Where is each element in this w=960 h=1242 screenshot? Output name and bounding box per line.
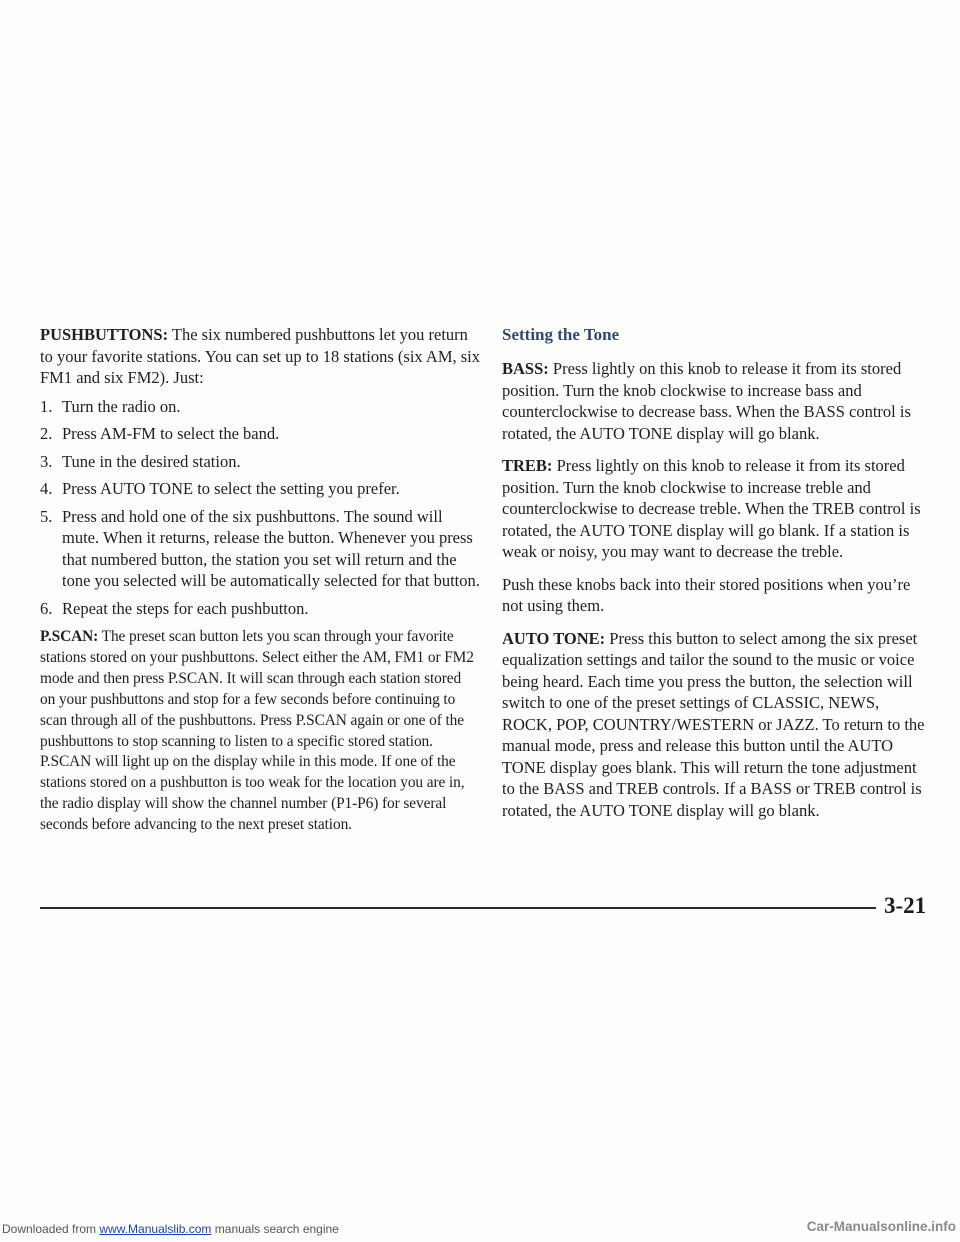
pscan-heading: P.SCAN: <box>40 628 99 645</box>
list-item <box>40 598 480 620</box>
step-text: Press and hold one of the six pushbuttons. The sound will mute. When it returns, release the button. Whenever you press that numbered button, the station you set will return and the tone you selected will be automatically selected for that button. <box>62 506 480 590</box>
step-text: Press AM-FM to select the band. <box>62 424 280 443</box>
step-number: 2. <box>40 424 53 443</box>
list-item <box>40 506 480 592</box>
page-number: 3-21 <box>884 893 927 918</box>
watermark-text: Car-Manualsonline.info <box>806 1219 956 1234</box>
auto-tone-paragraph <box>502 628 930 822</box>
step-number: 4. <box>40 479 53 498</box>
download-footer <box>2 1222 339 1236</box>
section-title: Setting the Tone <box>502 325 620 344</box>
right-column <box>502 324 930 832</box>
bass-text: Press lightly on this knob to release it from its stored position. Turn the knob clockwise to increase bass and counterclockwise to decrease bass. When the BASS control is rotated, the AUTO TONE display will go blank. <box>502 359 911 443</box>
page-divider <box>40 907 876 909</box>
steps-list <box>40 396 480 620</box>
manualslib-link[interactable]: www.Manualslib.com <box>99 1222 212 1236</box>
step-number: 1. <box>40 396 53 416</box>
bass-paragraph <box>502 358 930 444</box>
pushbuttons-text: The six numbered pushbuttons let you return to your favorite stations. You can set up to 18 stations (six AM, six FM1 and six FM2). Just: <box>40 325 480 387</box>
step-text: Press AUTO TONE to select the setting you prefer. <box>62 479 400 498</box>
step-number: 6. <box>40 598 53 618</box>
list-item <box>40 423 480 445</box>
step-number: 3. <box>40 451 53 471</box>
step-text: Turn the radio on. <box>62 396 181 416</box>
list-item <box>40 451 480 473</box>
auto-tone-heading: AUTO TONE: <box>502 628 606 648</box>
footer-suffix: manuals search engine <box>211 1222 339 1236</box>
step-number: 5. <box>40 506 53 526</box>
treb-text: Press lightly on this knob to release it from its stored position. Turn the knob clockwise to increase treble and counterclockwise to decrease treble. When the TREB control is rotated, the AUTO TONE display will go blank. If a station is weak or noisy, you may want to decrease the treble. <box>502 456 921 561</box>
pushbuttons-paragraph <box>40 324 480 389</box>
pushbuttons-heading: PUSHBUTTONS: <box>40 325 169 344</box>
list-item <box>40 396 480 418</box>
treb-paragraph <box>502 455 930 563</box>
pscan-paragraph <box>40 627 480 836</box>
treb-heading: TREB: <box>502 456 553 475</box>
push-knobs-paragraph: Push these knobs back into their stored positions when you’re not using them. <box>502 574 911 615</box>
step-text: Repeat the steps for each pushbutton. <box>62 598 309 618</box>
footer-prefix: Downloaded from <box>2 1222 100 1236</box>
step-text: Tune in the desired station. <box>62 451 241 471</box>
pscan-text: The preset scan button lets you scan through your favorite stations stored on your pushbuttons. Select either the AM, FM1 or FM2 mode and then press P.SCAN. It will scan through each station stored on your pushbuttons and stop for a few seconds before continuing to scan through all of the pushbuttons. Press P.SCAN again or one of the pushbuttons to stop scanning to listen to a specific stored station. P.SCAN will light up on the display while in this mode. If one of the stations stored on a pushbutton is too weak for the location you are in, the radio display will show the channel number (P1-P6) for several seconds before advancing to the next preset station. <box>40 628 474 834</box>
left-column <box>40 324 480 836</box>
auto-tone-text: Press this button to select among the six preset equalization settings and tailor the sound to the music or voice being heard. Each time you press the button, the selection will switch to one of the preset settings of CLASSIC, NEWS, ROCK, POP, COUNTRY/WESTERN or JAZZ. To return to the manual mode, press and release this button until the AUTO TONE display goes blank. This will return the tone adjustment to the BASS and TREB controls. If a BASS or TREB control is rotated, the AUTO TONE display will go blank. <box>502 628 925 820</box>
bass-heading: BASS: <box>502 359 549 378</box>
list-item <box>40 478 480 500</box>
